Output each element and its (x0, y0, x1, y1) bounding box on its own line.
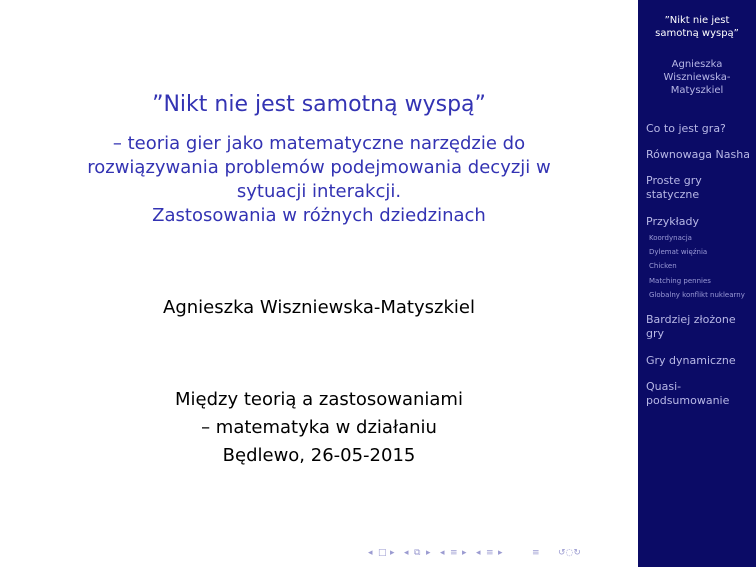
sidebar-title[interactable] (638, 14, 756, 40)
subtitle-line: sytuacji interakcji. (236, 181, 402, 202)
nav-section-next-icon[interactable]: ▸ (498, 548, 503, 558)
sidebar-section-rownowaga-nasha[interactable]: Równowaga Nasha (646, 148, 750, 161)
slide-subtitle (60, 132, 578, 228)
sidebar-section-label: statyczne (646, 188, 700, 201)
sidebar-title-line: ”Nikt nie jest (664, 15, 730, 26)
sidebar (638, 0, 756, 567)
nav-frame-icon[interactable]: ⧉ (414, 548, 421, 558)
sidebar-subsection-dylemat[interactable]: Dylemat więźnia (649, 248, 708, 256)
sidebar-subsection-globalny-konflikt[interactable]: Globalny konflikt nuklearny (649, 291, 745, 299)
slide-author: Agnieszka Wiszniewska-Matyszkiel (163, 297, 475, 318)
nav-slide-icon[interactable]: □ (378, 548, 387, 558)
sidebar-subsection-matching-pennies[interactable]: Matching pennies (649, 277, 711, 285)
slide-title: ”Nikt nie jest samotną wyspą” (152, 92, 486, 117)
sidebar-subsection-chicken[interactable]: Chicken (649, 262, 677, 270)
sidebar-section-label: Quasi- (646, 380, 682, 393)
subtitle-line: – teoria gier jako matematyczne narzędzie do (112, 133, 526, 154)
sidebar-author-line: Wiszniewska- (663, 72, 731, 83)
slide-event (0, 386, 638, 470)
event-line: – matematyka w działaniu (201, 417, 437, 438)
nav-section-icon[interactable]: ≡ (486, 548, 494, 558)
sidebar-section-label: gry (646, 327, 665, 340)
sidebar-section-bardziej-zlozone[interactable] (646, 313, 752, 341)
sidebar-section-co-to-jest-gra[interactable]: Co to jest gra? (646, 122, 726, 135)
sidebar-section-label: Proste gry (646, 174, 702, 187)
beamer-navigation (368, 546, 636, 562)
sidebar-section-label: Bardziej złożone (646, 313, 736, 326)
sidebar-section-gry-dynamiczne[interactable]: Gry dynamiczne (646, 354, 736, 367)
subtitle-line: rozwiązywania problemów podejmowania decyzji w (87, 157, 551, 178)
nav-slide-next-icon[interactable]: ▸ (390, 548, 395, 558)
nav-subsection-prev-icon[interactable]: ◂ (440, 548, 445, 558)
event-line: Będlewo, 26-05-2015 (222, 445, 416, 466)
nav-align-icon[interactable]: ≡ (532, 548, 540, 558)
nav-frame-prev-icon[interactable]: ◂ (404, 548, 409, 558)
nav-section-prev-icon[interactable]: ◂ (476, 548, 481, 558)
sidebar-author-line: Matyszkiel (670, 85, 724, 96)
nav-subsection-icon[interactable]: ≡ (450, 548, 458, 558)
nav-subsection-next-icon[interactable]: ▸ (462, 548, 467, 558)
sidebar-section-quasi-podsumowanie[interactable] (646, 380, 752, 408)
nav-search-icon[interactable]: ↺◌↻ (558, 548, 581, 558)
sidebar-author (638, 58, 756, 97)
sidebar-author-line: Agnieszka (671, 59, 723, 70)
sidebar-section-label: podsumowanie (646, 394, 730, 407)
event-line: Między teorią a zastosowaniami (175, 389, 463, 410)
nav-slide-prev-icon[interactable]: ◂ (368, 548, 373, 558)
sidebar-subsection-koordynacja[interactable]: Koordynacja (649, 234, 692, 242)
sidebar-section-proste-gry[interactable] (646, 174, 752, 202)
sidebar-title-line: samotną wyspą” (655, 28, 739, 39)
sidebar-section-przyklady[interactable]: Przykłady (646, 215, 699, 228)
nav-frame-next-icon[interactable]: ▸ (426, 548, 431, 558)
subtitle-line: Zastosowania w różnych dziedzinach (152, 205, 486, 226)
